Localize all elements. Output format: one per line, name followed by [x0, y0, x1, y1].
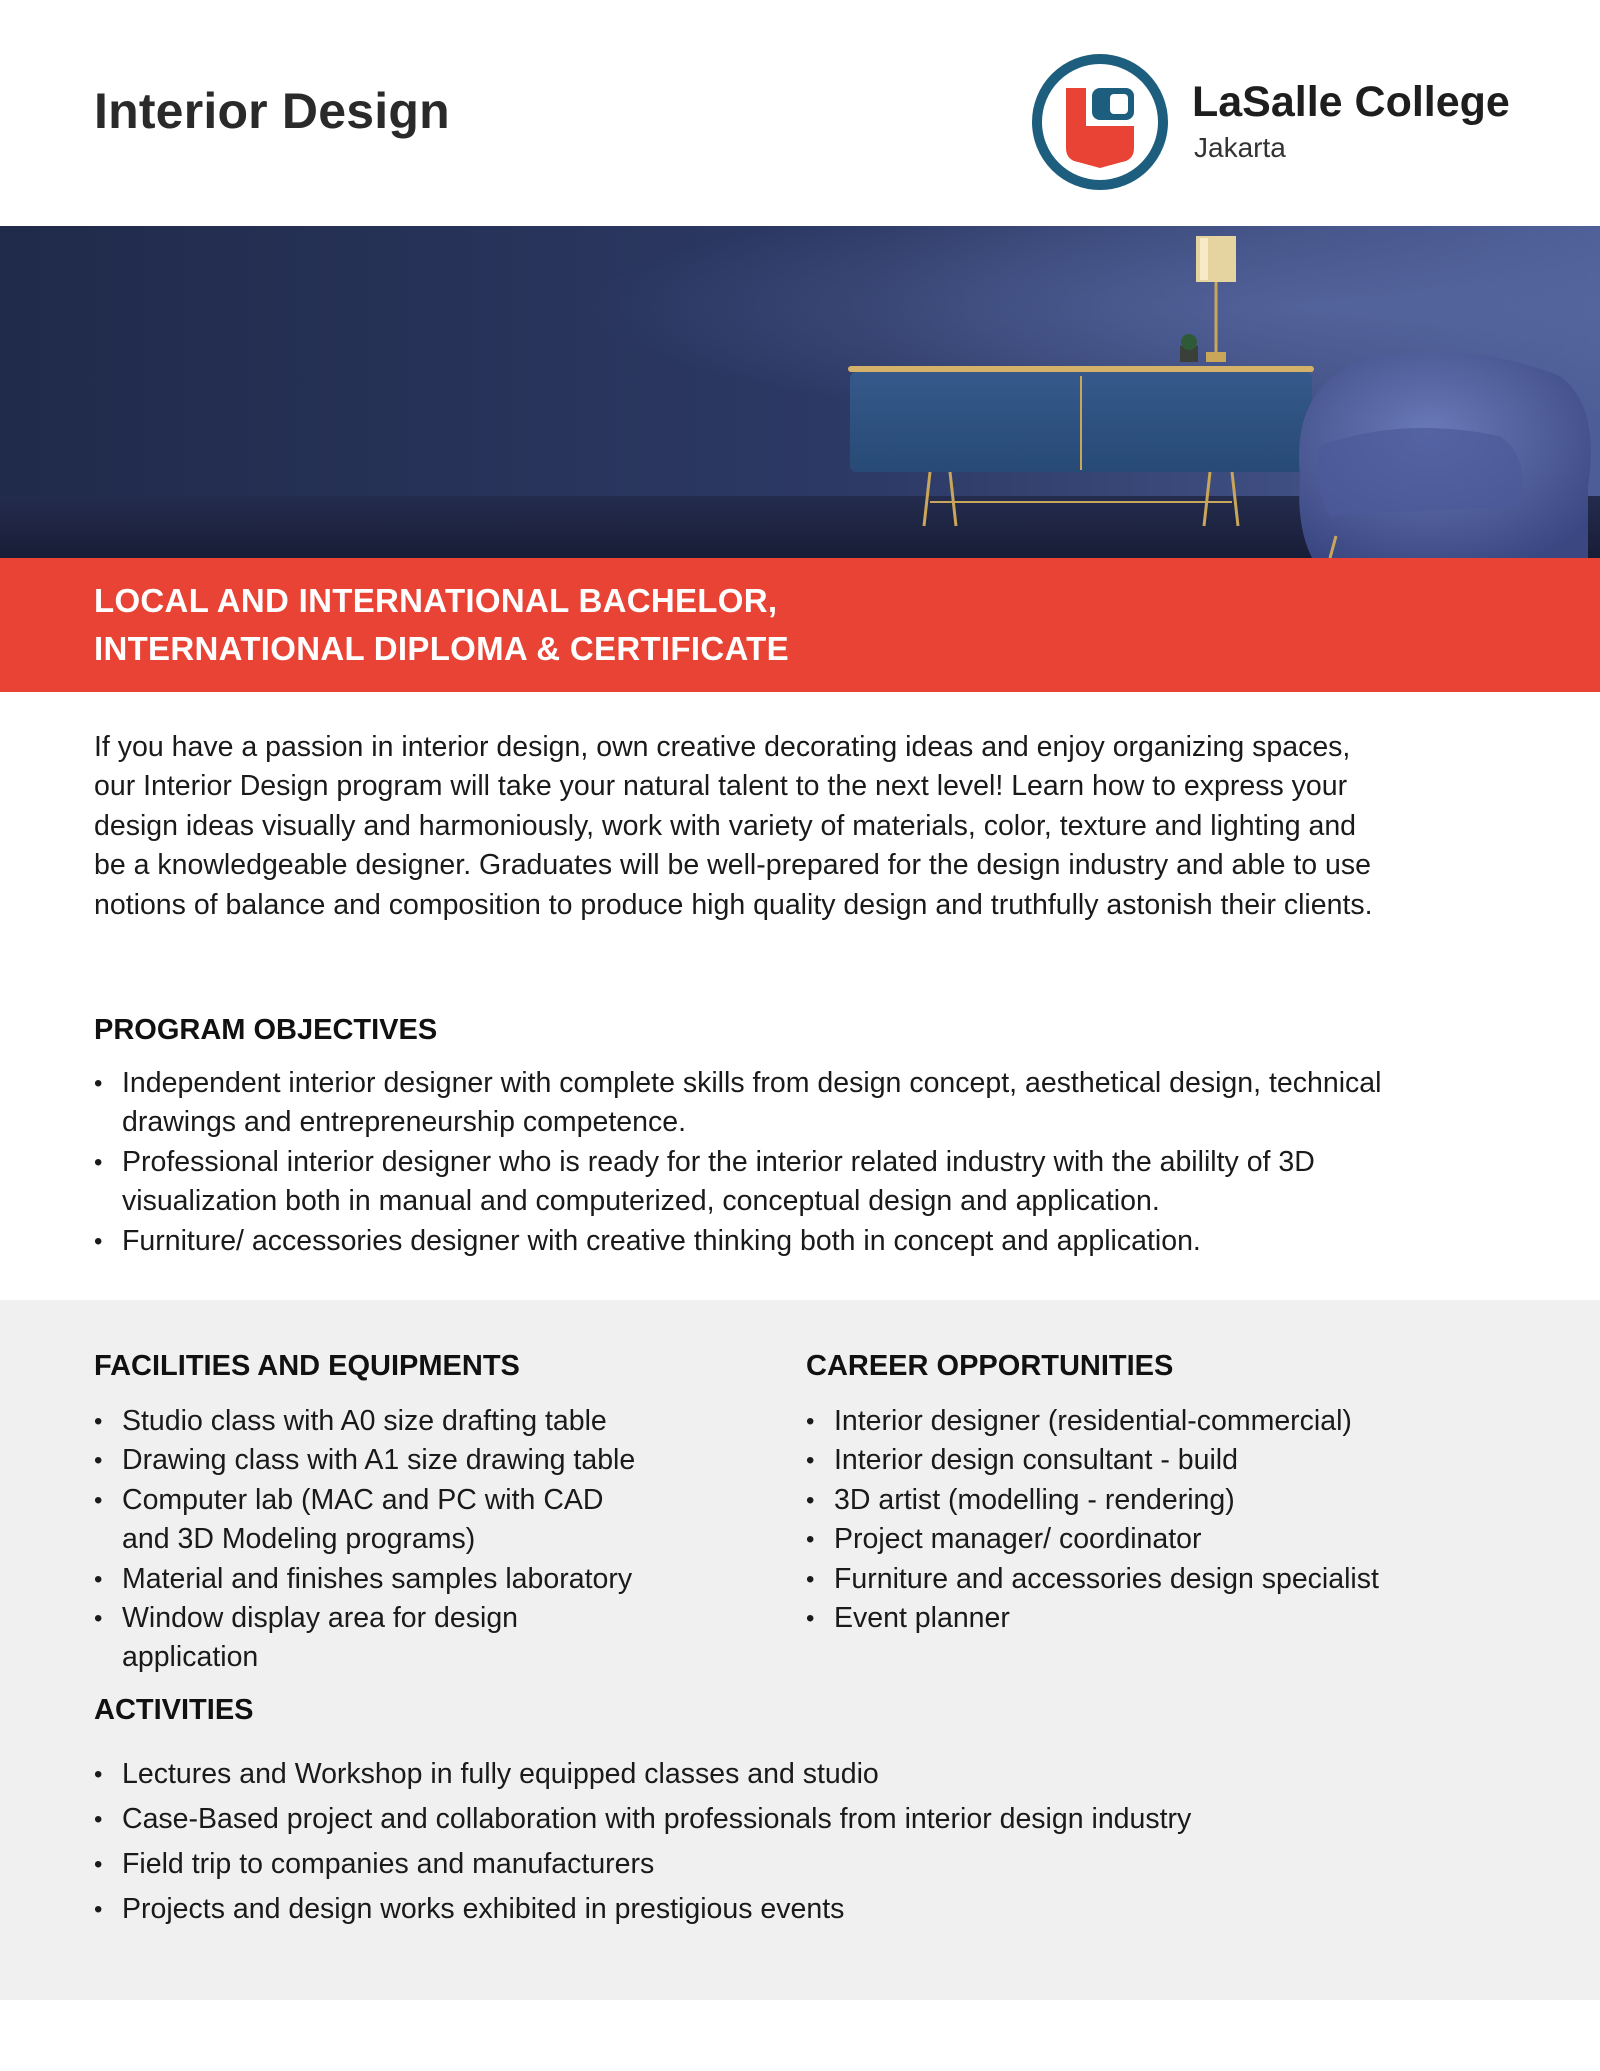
- page-title: Interior Design: [94, 83, 450, 139]
- list-item: • Computer lab (MAC and PC with CAD and 3D Modeling programs): [94, 1481, 654, 1560]
- banner-line-1: LOCAL AND INTERNATIONAL BACHELOR,: [94, 582, 778, 619]
- facilities-list: [94, 1402, 654, 1678]
- list-item: • Professional interior designer who is ready for the interior related industry with the abililty of 3D visualization both in manual and computerized, conceptual design and application.: [94, 1143, 1384, 1222]
- activities-list: [94, 1752, 1394, 1932]
- activities-heading: ACTIVITIES: [94, 1694, 254, 1726]
- list-item: • Interior design consultant - build: [806, 1441, 1546, 1480]
- objectives-heading: PROGRAM OBJECTIVES: [94, 1014, 438, 1046]
- banner-line-2: INTERNATIONAL DIPLOMA & CERTIFICATE: [94, 630, 789, 667]
- hero-image: [0, 226, 1600, 558]
- program-banner: [0, 558, 1600, 692]
- list-item: • Material and finishes samples laboratory: [94, 1560, 654, 1599]
- logo-city: Jakarta: [1194, 132, 1286, 163]
- college-logo: [1030, 52, 1570, 192]
- list-item: • Lectures and Workshop in fully equipped classes and studio: [94, 1752, 1394, 1797]
- facilities-heading: FACILITIES AND EQUIPMENTS: [94, 1350, 520, 1382]
- living-room-photo-icon: [0, 226, 1600, 558]
- list-item: • Studio class with A0 size drafting table: [94, 1402, 654, 1441]
- list-item: • Independent interior designer with complete skills from design concept, aesthetical design, technical drawings and entrepreneurship competence.: [94, 1064, 1384, 1143]
- list-item: • Furniture and accessories design specialist: [806, 1560, 1546, 1599]
- list-item: • Projects and design works exhibited in prestigious events: [94, 1887, 1394, 1932]
- logo-name: LaSalle College: [1192, 78, 1510, 126]
- careers-heading: CAREER OPPORTUNITIES: [806, 1350, 1174, 1382]
- careers-list: [806, 1402, 1546, 1638]
- list-item: • Window display area for design application: [94, 1599, 654, 1678]
- intro-paragraph: If you have a passion in interior design, own creative decorating ideas and enjoy organizing spaces, our Interior Design program will take your natural talent to the next level! Learn how to express your design ideas visually and harmoniously, work with variety of materials, color, texture and lighting and be a knowledgeable designer. Graduates will be well-prepared for the design industry and able to use notions of balance and composition to produce high quality design and truthfully astonish their clients.: [94, 731, 1373, 921]
- list-item: • Furniture/ accessories designer with creative thinking both in concept and application.: [94, 1222, 1384, 1261]
- list-item: • Drawing class with A1 size drawing table: [94, 1441, 654, 1480]
- lasalle-shield-icon: [1030, 52, 1170, 192]
- list-item: • Event planner: [806, 1599, 1546, 1638]
- list-item: • Project manager/ coordinator: [806, 1520, 1546, 1559]
- list-item: • Field trip to companies and manufacturers: [94, 1842, 1394, 1887]
- list-item: • Case-Based project and collaboration with professionals from interior design industry: [94, 1797, 1394, 1842]
- objectives-list: [94, 1064, 1384, 1261]
- list-item: • 3D artist (modelling - rendering): [806, 1481, 1546, 1520]
- list-item: • Interior designer (residential-commercial): [806, 1402, 1546, 1441]
